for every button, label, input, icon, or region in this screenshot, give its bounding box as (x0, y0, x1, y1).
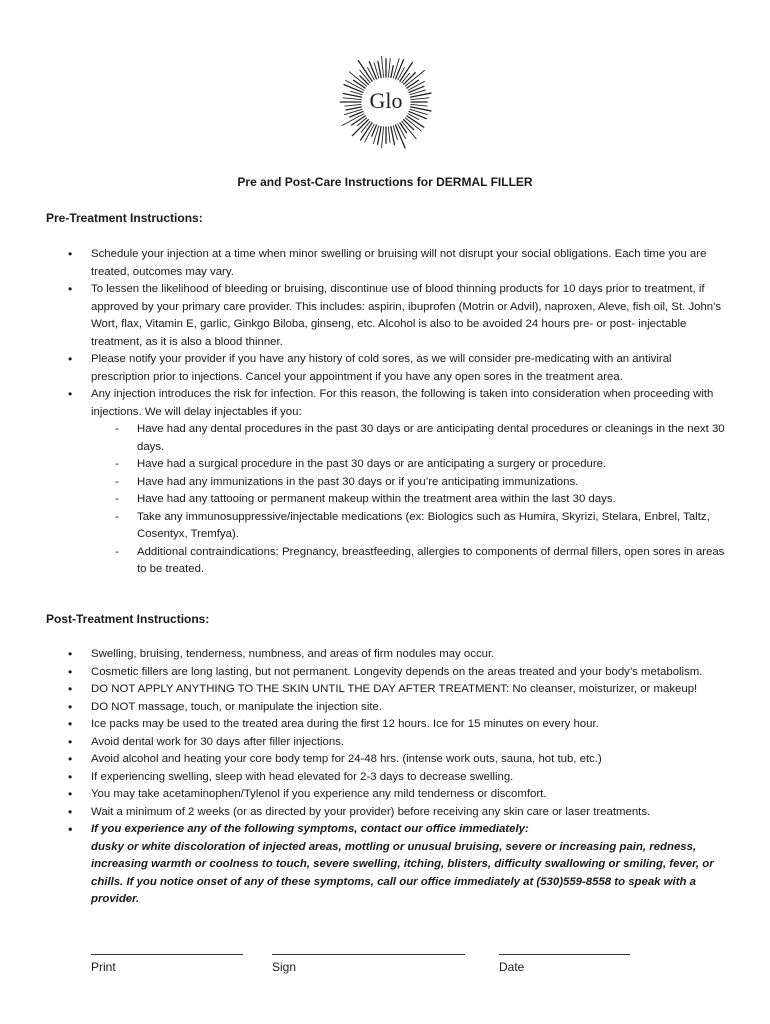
sign-label: Sign (272, 960, 297, 974)
logo-ray (357, 118, 366, 126)
logo-ray (382, 127, 384, 148)
sub-list-item: - Additional contraindications: Pregnancy, breastfeeding, allergies to components of dermal fillers, open sores in areas to be treated. (91, 544, 726, 579)
list-item: • Avoid dental work for 30 days after filler injections. (66, 734, 726, 752)
logo-ray (388, 127, 390, 143)
logo-ray (345, 104, 361, 106)
date-label: Date (499, 960, 525, 974)
pre-treatment-heading: Pre-Treatment Instructions: (46, 211, 203, 225)
logo-ray (352, 120, 368, 136)
list-item: • Schedule your injection at a time when minor swelling or bruising will not disrupt your social obligations. Each time you are treated, outcomes may vary. (66, 246, 726, 281)
logo-ray (353, 80, 365, 88)
warning-text: dusky or white discoloration of injected areas, mottling or unusual bruising, severe or increasing pain, redness, increasing warmth or coolness to touch, severe swelling, itching, blisters, difficulty swallowing or smiling, fever, or chills. If you notice onset of any of these symptoms, call our office immediately at (530)559-8558 to speak with a provider. (91, 840, 714, 905)
logo-ray (411, 104, 427, 106)
list-item: • Ice packs may be used to the treated area during the first 12 hours. Ice for 15 minutes on every hour. (66, 716, 726, 734)
post-treatment-list (66, 646, 726, 909)
list-item: • DO NOT APPLY ANYTHING TO THE SKIN UNTIL THE DAY AFTER TREATMENT: No cleanser, moisturizer, or makeup! (66, 681, 726, 699)
list-item: • Cosmetic fillers are long lasting, but not permanent. Longevity depends on the areas treated and your body’s metabolism. (66, 664, 726, 682)
sub-list-item: - Have had any dental procedures in the past 30 days or are anticipating dental procedures or cleanings in the next 30 days. (91, 421, 726, 456)
logo-ray (393, 59, 399, 79)
logo-ray (402, 73, 410, 82)
svg-text:Glo: Glo (369, 88, 403, 113)
logo-ray (360, 76, 368, 84)
logo-ray (382, 56, 384, 77)
sub-list-item: - Have had a surgical procedure in the past 30 days or are anticipating a surgery or procedure. (91, 456, 726, 474)
date-line[interactable] (499, 954, 630, 955)
logo-ray (400, 123, 407, 133)
logo-ray (391, 66, 393, 78)
list-item: • Avoid alcohol and heating your core body temp for 24-48 hrs. (intense work outs, sauna, hot tub, etc.) (66, 751, 726, 769)
logo-ray (369, 62, 376, 79)
print-line[interactable] (91, 954, 243, 955)
logo-ray (411, 98, 429, 100)
sub-list-item: - Have had any immunizations in the past 30 days or if you’re anticipating immunizations. (91, 474, 726, 492)
logo-ray (378, 61, 381, 77)
sign-line[interactable] (272, 954, 465, 955)
sub-list-item: - Have had any tattooing or permanent makeup within the treatment area within the last 30 days. (91, 491, 726, 509)
contraindication-list (91, 421, 726, 579)
sub-list-item: - Take any immunosuppressive/injectable medications (ex: Biologics such as Humira, Skyrizi, Stelara, Enbrel, Taltz, Cosentyx, Tremfya). (91, 509, 726, 544)
list-item: • You may take acetaminophen/Tylenol if you experience any mild tenderness or discomfort. (66, 786, 726, 804)
logo-ray (343, 98, 361, 100)
logo-ray (368, 67, 375, 80)
logo-ray (398, 67, 405, 80)
list-item: • If experiencing swelling, sleep with head elevated for 2-3 days to decrease swelling. (66, 769, 726, 787)
print-label: Print (91, 960, 116, 974)
logo-ray (409, 112, 426, 119)
pre-treatment-list (66, 246, 726, 579)
warning-item (66, 821, 726, 909)
post-treatment-heading: Post-Treatment Instructions: (46, 612, 210, 626)
glo-logo (338, 52, 434, 158)
logo-ray (407, 80, 419, 88)
list-item: • To lessen the likelihood of bleeding or bruising, discontinue use of blood thinning products for 10 days prior to treatment, if approved by your primary care provider. This includes: aspirin, ibuprofen (Motrin or Advil), naproxen, Aleve, fish oil, St. John's Wort, flax, Vitamin E, garlic, Ginkgo Biloba, ginseng, etc. Alcohol is also to be avoided 24 hours pre- or post- injectable treatment, as it is also a blood thinner. (66, 281, 726, 351)
list-item: • Wait a minimum of 2 weeks (or as directed by your provider) before receiving any skin care or laser treatments. (66, 804, 726, 822)
list-item: • Swelling, bruising, tenderness, numbness, and areas of firm nodules may occur. (66, 646, 726, 664)
list-item: • DO NOT massage, touch, or manipulate the injection site. (66, 699, 726, 717)
list-item: • Please notify your provider if you have any history of cold sores, as we will consider pre-medicating with an antiviral prescription prior to injections. Cancel your appointment if you have any open sores in the treatment area. (66, 351, 726, 386)
page-title: Pre and Post-Care Instructions for DERMAL FILLER (237, 175, 533, 189)
logo-ray (388, 59, 390, 78)
logo-ray (346, 107, 362, 110)
warning-heading: If you experience any of the following symptoms, contact our office immediately: (91, 823, 529, 835)
list-item: • Any injection introduces the risk for infection. For this reason, the following is taken into consideration when proceeding with injections. We will delay injectables if you: - Have had any dental procedures in the past 30 days or are anticipating dental procedures or cleanings in the next 30 days. - Have had a surgical procedure in the past 30 days or are anticipating a surgery or procedure. - Have had any immunizations in the past 30 days or if you’re anticipating immunizations. - Have had any tattooing or permanent makeup within the treatment area within the last 30 days. - Take any immunosuppressive/injectable medications (ex: Biologics such as Humira, Skyrizi, Stelara, Enbrel, Taltz, Cosentyx, Tremfya). - Additional contraindications: Pregnancy, breastfeeding, allergies to components of dermal fillers, open sores in areas to be treated. (66, 386, 726, 579)
